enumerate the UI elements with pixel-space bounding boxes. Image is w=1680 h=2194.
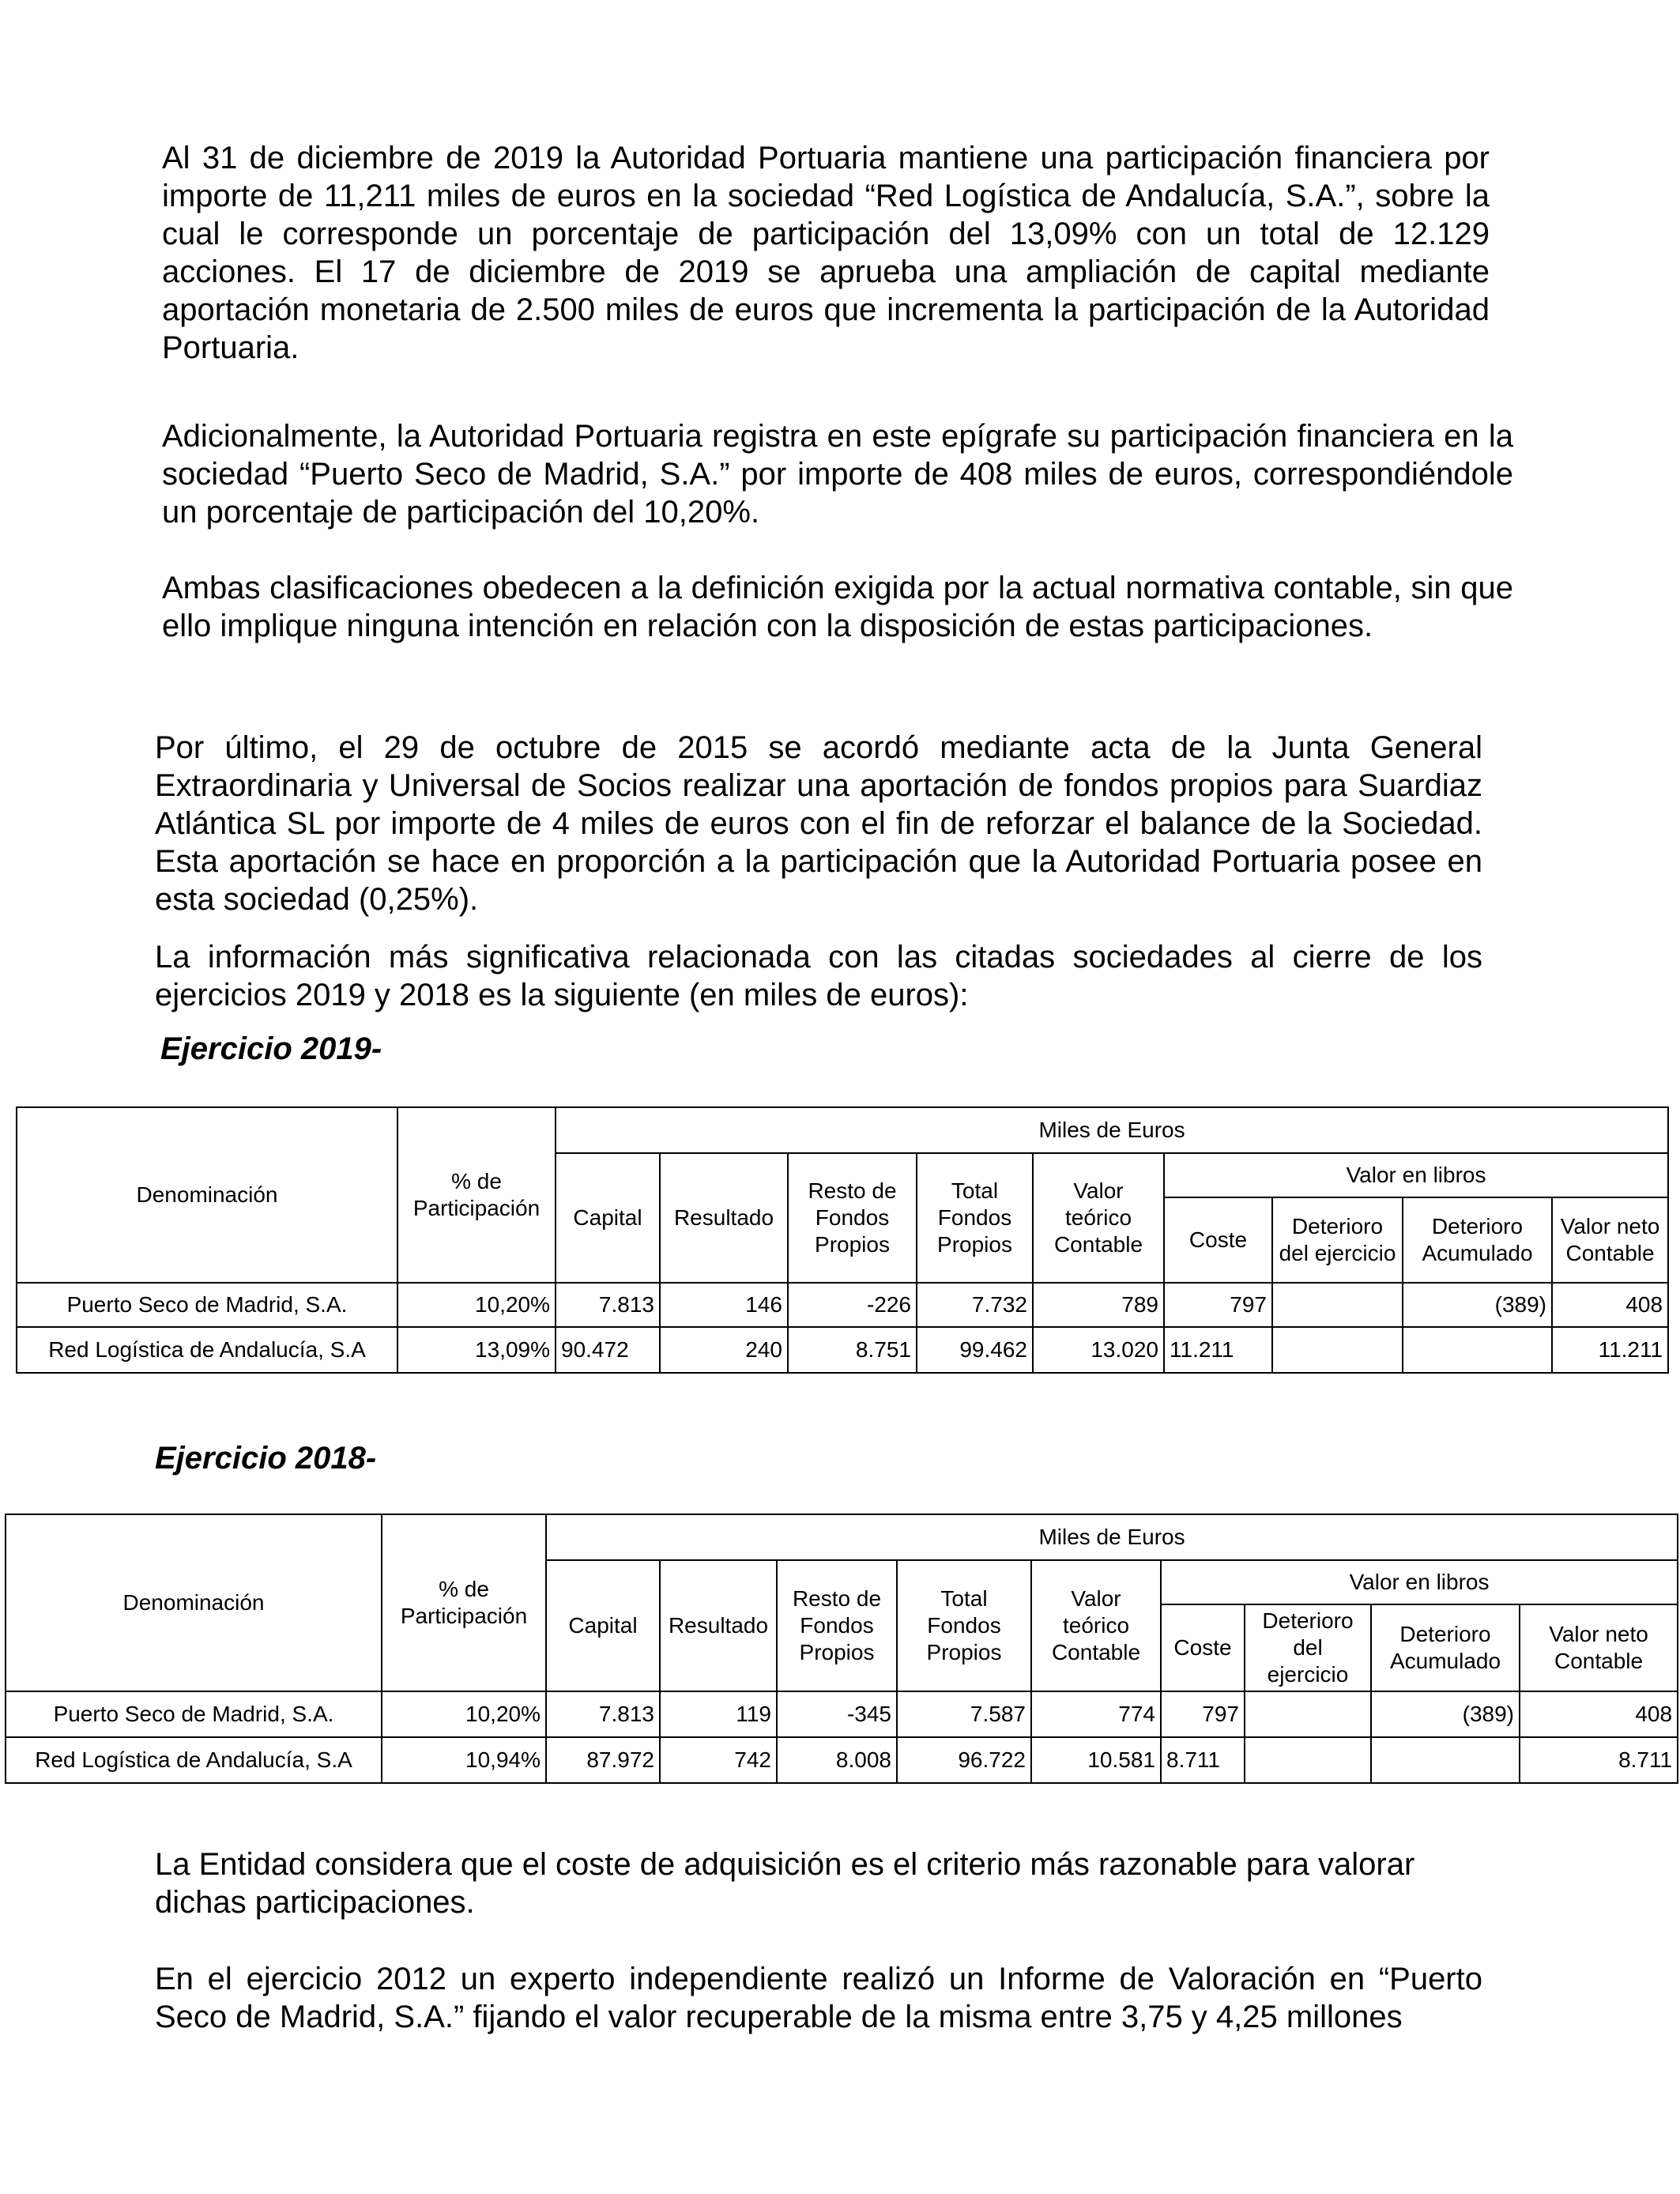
cell-valor-teorico: 10.581: [1031, 1737, 1161, 1783]
cell-denominacion: Puerto Seco de Madrid, S.A.: [17, 1283, 397, 1327]
cell-valor-teorico: 13.020: [1033, 1327, 1164, 1373]
cell-total: 7.732: [917, 1283, 1033, 1327]
header-deterioro-acumulado: Deterioro Acumulado: [1403, 1197, 1552, 1283]
paragraph-puerto-seco: Adicionalmente, la Autoridad Portuaria registra en este epígrafe su participación financiera en la sociedad “Puerto Seco de Madrid, S.A.” por importe de 408 miles de euros, correspondiéndole un porcentaje de participación del 10,20%.: [162, 419, 1513, 530]
header-capital: Capital: [546, 1560, 660, 1691]
header-resultado: Resultado: [660, 1560, 777, 1691]
header-valor-teorico: Valor teórico Contable: [1033, 1153, 1164, 1283]
cell-deterioro-ejercicio: [1245, 1691, 1371, 1737]
cell-resto: 8.008: [777, 1737, 897, 1783]
table-row: [17, 1283, 1668, 1327]
cell-total: 99.462: [917, 1327, 1033, 1373]
cell-valor-neto: 8.711: [1520, 1737, 1678, 1783]
header-valor-neto: Valor neto Contable: [1520, 1604, 1678, 1691]
cell-resultado: 119: [660, 1691, 777, 1737]
cell-resultado: 240: [660, 1327, 788, 1373]
cell-coste: 8.711: [1161, 1737, 1245, 1783]
cell-capital: 90.472: [556, 1327, 660, 1373]
header-total-fondos: Total Fondos Propios: [917, 1153, 1033, 1283]
cell-deterioro-ejercicio: [1272, 1327, 1403, 1373]
cell-deterioro-ejercicio: [1245, 1737, 1371, 1783]
paragraph-coste-adquisicion: La Entidad considera que el coste de adquisición es el criterio más razonable para valorar dichas participaciones.: [155, 1847, 1415, 1920]
cell-coste: 797: [1161, 1691, 1245, 1737]
header-resto-fondos: Resto de Fondos Propios: [777, 1560, 897, 1691]
header-resultado: Resultado: [660, 1153, 788, 1283]
header-deterioro-acumulado: Deterioro Acumulado: [1371, 1604, 1520, 1691]
cell-total: 96.722: [897, 1737, 1031, 1783]
cell-capital: 7.813: [556, 1283, 660, 1327]
header-valor-en-libros: Valor en libros: [1164, 1153, 1668, 1197]
cell-resto: -345: [777, 1691, 897, 1737]
paragraph-clasificaciones: Ambas clasificaciones obedecen a la definición exigida por la actual normativa contable, sin que ello implique ninguna intención en relación con la disposición de estas participaciones.: [162, 571, 1513, 643]
cell-participacion: 10,20%: [382, 1691, 546, 1737]
cell-coste: 11.211: [1164, 1327, 1272, 1373]
cell-resto: 8.751: [788, 1327, 917, 1373]
cell-valor-teorico: 789: [1033, 1283, 1164, 1327]
cell-valor-neto: 11.211: [1552, 1327, 1668, 1373]
paragraph-informe-valoracion: En el ejercicio 2012 un experto independiente realizó un Informe de Valoración en “Puerto Seco de Madrid, S.A.” fijando el valor recuperable de la misma entre 3,75 y 4,25 millones: [155, 1962, 1482, 2034]
table-row: [17, 1327, 1668, 1373]
header-miles-de-euros: Miles de Euros: [556, 1107, 1668, 1153]
cell-deterioro-acumulado: (389): [1403, 1283, 1552, 1327]
cell-participacion: 10,94%: [382, 1737, 546, 1783]
cell-valor-neto: 408: [1552, 1283, 1668, 1327]
header-deterioro-ejercicio: Deterioro del ejercicio: [1272, 1197, 1403, 1283]
header-coste: Coste: [1164, 1197, 1272, 1283]
cell-valor-neto: 408: [1520, 1691, 1678, 1737]
paragraph-red-logistica: Al 31 de diciembre de 2019 la Autoridad Portuaria mantiene una participación financiera por importe de 11,211 miles de euros en la sociedad “Red Logística de Andalucía, S.A.”, sobre la cual le corresponde un porcentaje de participación del 13,09% con un total de 12.129 acciones. El 17 de diciembre de 2019 se aprueba una ampliación de capital mediante aportación monetaria de 2.500 miles de euros que incrementa la participación de la Autoridad Portuaria.: [162, 141, 1490, 365]
header-valor-en-libros: Valor en libros: [1161, 1560, 1678, 1604]
cell-participacion: 10,20%: [397, 1283, 556, 1327]
cell-valor-teorico: 774: [1031, 1691, 1161, 1737]
header-capital: Capital: [556, 1153, 660, 1283]
table-ejercicio-2018: [5, 1514, 1678, 1784]
cell-denominacion: Red Logística de Andalucía, S.A: [6, 1737, 382, 1783]
header-deterioro-ejercicio: Deterioro del ejercicio: [1245, 1604, 1371, 1691]
header-total-fondos: Total Fondos Propios: [897, 1560, 1031, 1691]
header-valor-neto: Valor neto Contable: [1552, 1197, 1668, 1283]
cell-resultado: 146: [660, 1283, 788, 1327]
table-row: [6, 1737, 1678, 1783]
header-coste: Coste: [1161, 1604, 1245, 1691]
cell-denominacion: Puerto Seco de Madrid, S.A.: [6, 1691, 382, 1737]
header-denominacion: Denominación: [17, 1107, 397, 1283]
table-ejercicio-2019: [16, 1106, 1669, 1374]
cell-resultado: 742: [660, 1737, 777, 1783]
cell-deterioro-ejercicio: [1272, 1283, 1403, 1327]
header-resto-fondos: Resto de Fondos Propios: [788, 1153, 917, 1283]
heading-ejercicio-2019: Ejercicio 2019-: [160, 1031, 382, 1066]
cell-coste: 797: [1164, 1283, 1272, 1327]
header-valor-teorico: Valor teórico Contable: [1031, 1560, 1161, 1691]
cell-denominacion: Red Logística de Andalucía, S.A: [17, 1327, 397, 1373]
header-participacion: % de Participación: [382, 1514, 546, 1691]
cell-deterioro-acumulado: [1403, 1327, 1552, 1373]
paragraph-informacion: La información más significativa relacionada con las citadas sociedades al cierre de los ejercicios 2019 y 2018 es la siguiente (en miles de euros):: [155, 940, 1482, 1012]
paragraph-suardiaz: Por último, el 29 de octubre de 2015 se acordó mediante acta de la Junta General Extraordinaria y Universal de Socios realizar una aportación de fondos propios para Suardiaz Atlántica SL por importe de 4 miles de euros con el fin de reforzar el balance de la Sociedad. Esta aportación se hace en proporción a la participación que la Autoridad Portuaria posee en esta sociedad (0,25%).: [155, 730, 1482, 917]
header-participacion: % de Participación: [397, 1107, 556, 1283]
header-denominacion: Denominación: [6, 1514, 382, 1691]
cell-capital: 7.813: [546, 1691, 660, 1737]
cell-capital: 87.972: [546, 1737, 660, 1783]
table-row: [6, 1691, 1678, 1737]
cell-deterioro-acumulado: (389): [1371, 1691, 1520, 1737]
header-miles-de-euros: Miles de Euros: [546, 1514, 1678, 1560]
cell-deterioro-acumulado: [1371, 1737, 1520, 1783]
cell-participacion: 13,09%: [397, 1327, 556, 1373]
heading-ejercicio-2018: Ejercicio 2018-: [155, 1441, 377, 1476]
cell-total: 7.587: [897, 1691, 1031, 1737]
cell-resto: -226: [788, 1283, 917, 1327]
